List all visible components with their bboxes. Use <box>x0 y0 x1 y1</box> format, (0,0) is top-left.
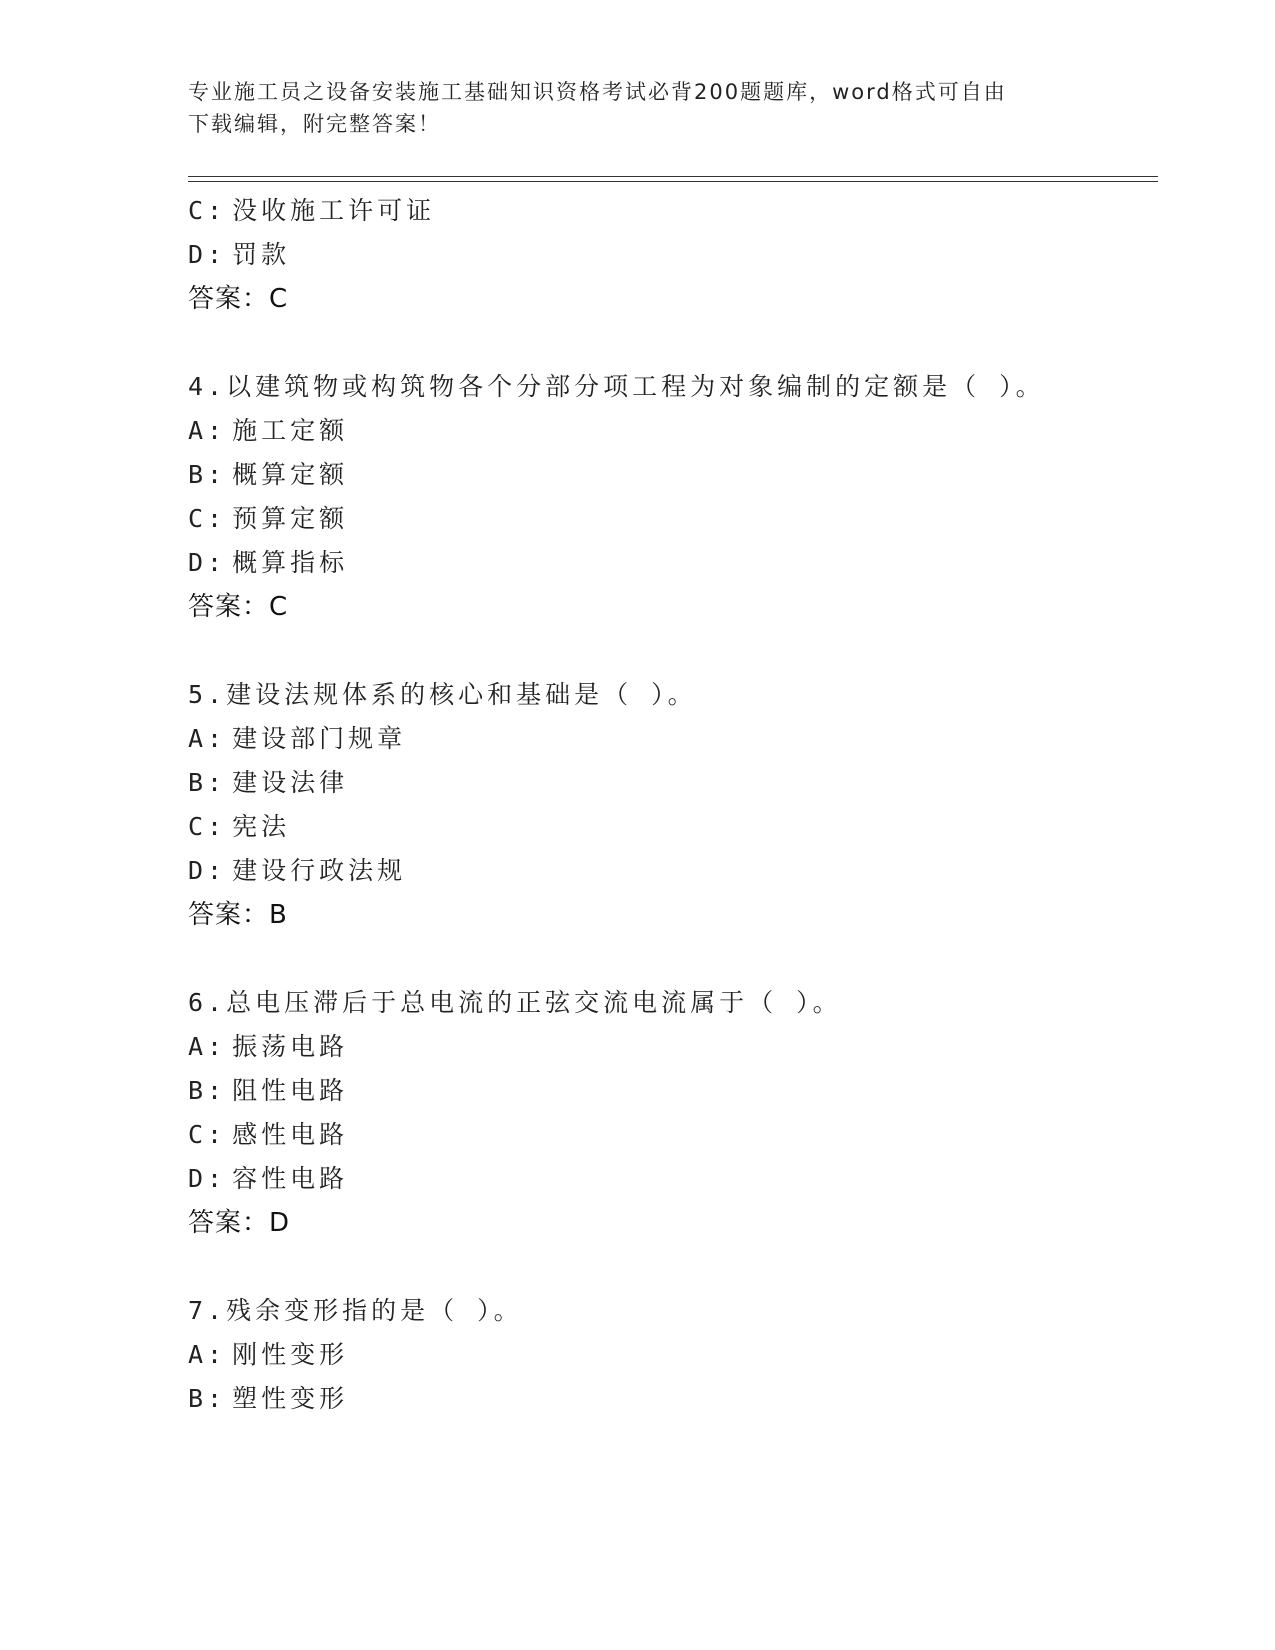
option-key: D: <box>188 240 227 269</box>
option-key: B: <box>188 768 227 797</box>
header-divider-top <box>188 176 1158 177</box>
option-text: 建设行政法规 <box>232 856 407 885</box>
option-text: 感性电路 <box>232 1120 349 1149</box>
option-text: 概算定额 <box>232 460 349 489</box>
header-divider-bottom <box>188 181 1158 182</box>
option-key: A: <box>188 1032 227 1061</box>
header-line-1: 专业施工员之设备安装施工基础知识资格考试必背200题题库，word格式可自由 <box>188 80 1007 104</box>
option-key: B: <box>188 1384 227 1413</box>
q6-question: 6.总电压滞后于总电流的正弦交流电流属于（ ）。 <box>188 988 842 1017</box>
option-text: 容性电路 <box>232 1164 349 1193</box>
option-key: B: <box>188 460 227 489</box>
q6-option-c <box>188 1120 348 1150</box>
option-text: 振荡电路 <box>232 1032 349 1061</box>
option-text: 建设法律 <box>232 768 349 797</box>
q6-option-d <box>188 1164 348 1194</box>
option-key: D: <box>188 1164 227 1193</box>
q7-option-a <box>188 1340 348 1370</box>
q5-answer: 答案：B <box>188 900 288 930</box>
q4-question: 4.以建筑物或构筑物各个分部分项工程为对象编制的定额是（ ）。 <box>188 372 1045 401</box>
q5-question: 5.建设法规体系的核心和基础是（ ）。 <box>188 680 697 709</box>
option-key: C: <box>188 196 227 225</box>
q5-option-b <box>188 768 348 798</box>
q5-option-a <box>188 724 406 754</box>
option-text: 概算指标 <box>232 548 349 577</box>
option-text: 阻性电路 <box>232 1076 349 1105</box>
option-text: 没收施工许可证 <box>232 196 436 225</box>
header-line-2: 下载编辑，附完整答案！ <box>188 112 441 136</box>
option-key: A: <box>188 416 227 445</box>
option-key: A: <box>188 724 227 753</box>
option-key: C: <box>188 1120 227 1149</box>
q5-option-d <box>188 856 406 886</box>
q4-option-b <box>188 460 348 490</box>
q4-option-d <box>188 548 348 578</box>
q6-option-a <box>188 1032 348 1062</box>
option-key: D: <box>188 548 227 577</box>
option-key: C: <box>188 504 227 533</box>
q6-answer: 答案：D <box>188 1208 291 1238</box>
q4-answer: 答案：C <box>188 592 289 622</box>
option-text: 塑性变形 <box>232 1384 349 1413</box>
option-text: 刚性变形 <box>232 1340 349 1369</box>
option-key: C: <box>188 812 227 841</box>
q4-option-c <box>188 504 348 534</box>
q3-option-d <box>188 240 290 270</box>
option-key: B: <box>188 1076 227 1105</box>
document-header <box>188 76 1088 140</box>
q7-question: 7.残余变形指的是（ ）。 <box>188 1296 523 1325</box>
option-key: D: <box>188 856 227 885</box>
option-text: 施工定额 <box>232 416 349 445</box>
q5-option-c <box>188 812 290 842</box>
q7-option-b <box>188 1384 348 1414</box>
option-key: A: <box>188 1340 227 1369</box>
q3-option-c <box>188 196 435 226</box>
option-text: 建设部门规章 <box>232 724 407 753</box>
option-text: 预算定额 <box>232 504 349 533</box>
option-text: 宪法 <box>232 812 291 841</box>
q3-answer: 答案：C <box>188 284 289 314</box>
q4-option-a <box>188 416 348 446</box>
option-text: 罚款 <box>232 240 291 269</box>
q6-option-b <box>188 1076 348 1106</box>
